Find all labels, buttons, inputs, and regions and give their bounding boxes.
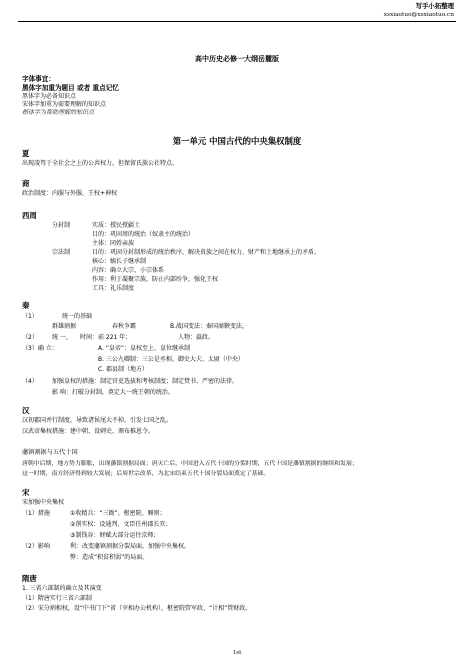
qin-r2-c: 人物：嬴政。 [178, 334, 215, 341]
zongfa-item: 工具：礼乐制度 [92, 285, 135, 292]
qin-r4-text: 加强皇权的措施：制定官吏选拔和考核制度；制定焚书、严密的法律。 [52, 378, 239, 385]
fenfeng-item: 目的：巩固周的统治（奴隶主的统治） [92, 231, 195, 238]
fenfeng-item: 主体：同姓亲族 [92, 240, 135, 247]
tang-heading: 藩镇割据与五代十国 [22, 449, 78, 456]
tang-paragraph-2: 这一时期，南方经济得到较大发展；后周世宗改革，为北宋结束五代十国分裂局面奠定了基础。 [22, 471, 270, 477]
zongfa-label: 宗法制 [52, 249, 71, 256]
xia-heading: 夏 [22, 149, 30, 158]
qin-r3-b: B. 三公九卿制：三公是丞相、御史大夫、太尉（中央） [98, 356, 244, 363]
qin-r2-a: 统 一， [52, 334, 72, 341]
zongfa-item: 目的：巩固分封制形成的统治秩序，解决贵族之间在权力、财产和土地继承上的矛盾。 [92, 249, 321, 256]
qin-r3-num: （3）确 立： [22, 345, 58, 352]
tang-paragraph-1: 唐朝中后期，地方势力膨胀，出现藩镇割据局面；唐灭亡后，中国进入五代十国的分裂时期，五代十国是藩镇割据的继续和发展； [22, 461, 358, 467]
legend-line-3: 宋体字加重为需要理解的知识点 [22, 101, 107, 108]
qin-r2-num: （2） [22, 334, 38, 341]
song-c1-item: ③制钱谷：财赋大部分运往京师； [70, 532, 160, 539]
zongfa-item: 作用：利于凝聚宗族，防止内部纷争，强化王权 [92, 276, 219, 283]
suitang-line-2: （1）隋唐实行三省六部制 [22, 595, 92, 602]
song-c1-label: （1）措施 [22, 510, 50, 517]
han-line-1: 汉初郡国并行制度，导致诸侯尾大不掉，引发七国之乱。 [22, 417, 173, 424]
qin-r4-num: （4） [22, 378, 38, 385]
song-c1-item: ②削实权：设通判、文臣任州郡长官； [70, 521, 172, 528]
shang-heading: 商 [22, 179, 30, 188]
song-heading: 宋 [22, 488, 30, 497]
header-title: 写手小拓整理 [415, 2, 454, 10]
han-line-2: 汉武帝集权措施：建中朝、设刺史、颁布推恩令。 [22, 428, 155, 435]
legend-heading: 字体事宜： [22, 75, 55, 83]
page-header [384, 2, 454, 20]
xizhou-heading: 西周 [22, 211, 37, 220]
song-c2-item: 利：改变藩镇割据分裂局面，加强中央集权。 [70, 543, 191, 550]
suitang-heading: 隋唐 [22, 574, 37, 583]
qin-r1-num: （1） [22, 313, 38, 320]
han-heading: 汉 [22, 406, 30, 415]
qin-r1a-a: 群雄割据 [52, 323, 77, 330]
song-c2-item: 弊：造成“积贫积弱”的局面。 [70, 554, 149, 561]
qin-r3-a: A. “皇帝”：皇权至上、皇位继承制 [98, 345, 191, 352]
page-number: 1st [232, 650, 242, 656]
fenfeng-item: 实质：授民授疆土 [92, 222, 141, 229]
song-c2-label: （2）影响 [22, 543, 50, 550]
qin-r1-text: 统一的基础 [62, 313, 93, 320]
zongfa-item: 核心：嫡长子继承制 [92, 258, 147, 265]
song-c1-item: ①收精兵：“三衙”、枢密院、厢则； [70, 510, 166, 517]
shang-text: 政治制度：内服与外服，王权+神权 [22, 190, 118, 197]
header-divider [18, 21, 456, 22]
song-title: 宋加强中央集权 [22, 499, 65, 506]
legend-line-4: 楷体字为帮助理解的知识点 [22, 109, 95, 116]
qin-r1a-b: 春秋争霸 [112, 323, 137, 330]
fenfeng-label: 分封制 [52, 222, 71, 229]
zongfa-item: 内容：确立大宗、小宗体系 [92, 267, 165, 274]
qin-r2-b: 时间：前 221 年； [80, 334, 132, 341]
qin-r3-c: C. 郡县制（地方） [98, 366, 149, 373]
suitang-line-1: 1. 三省六部制的确立及其演变 [22, 585, 102, 592]
doc-title: 高中历史必修一大纲岳麓版 [195, 55, 279, 63]
xia-text: 出现凌驾于全社会之上的公共权力，但保留氏族公社特点。 [22, 160, 179, 167]
header-email: xsxiaotuo@xsxiaotuo.cn [383, 12, 454, 18]
qin-r4-impact: 影 响：打破分封制，奠定大一统王朝的统治。 [52, 389, 174, 396]
legend-line-1: 黑体字加重为题目 或者 重点记忆 [22, 84, 119, 92]
unit-title: 第一单元 中国古代的中央集权制度 [172, 136, 302, 146]
suitang-line-3: （2）宋分割相权，设“中书门下”省（宰相办公机构），枢密院管军政、“计相”管财政。 [22, 605, 252, 612]
qin-r1a-c: B.战国变法：秦国商鞅变法， [170, 323, 249, 330]
qin-heading: 秦 [22, 301, 30, 310]
legend-line-2: 黑体字为必备知识点 [22, 93, 77, 100]
